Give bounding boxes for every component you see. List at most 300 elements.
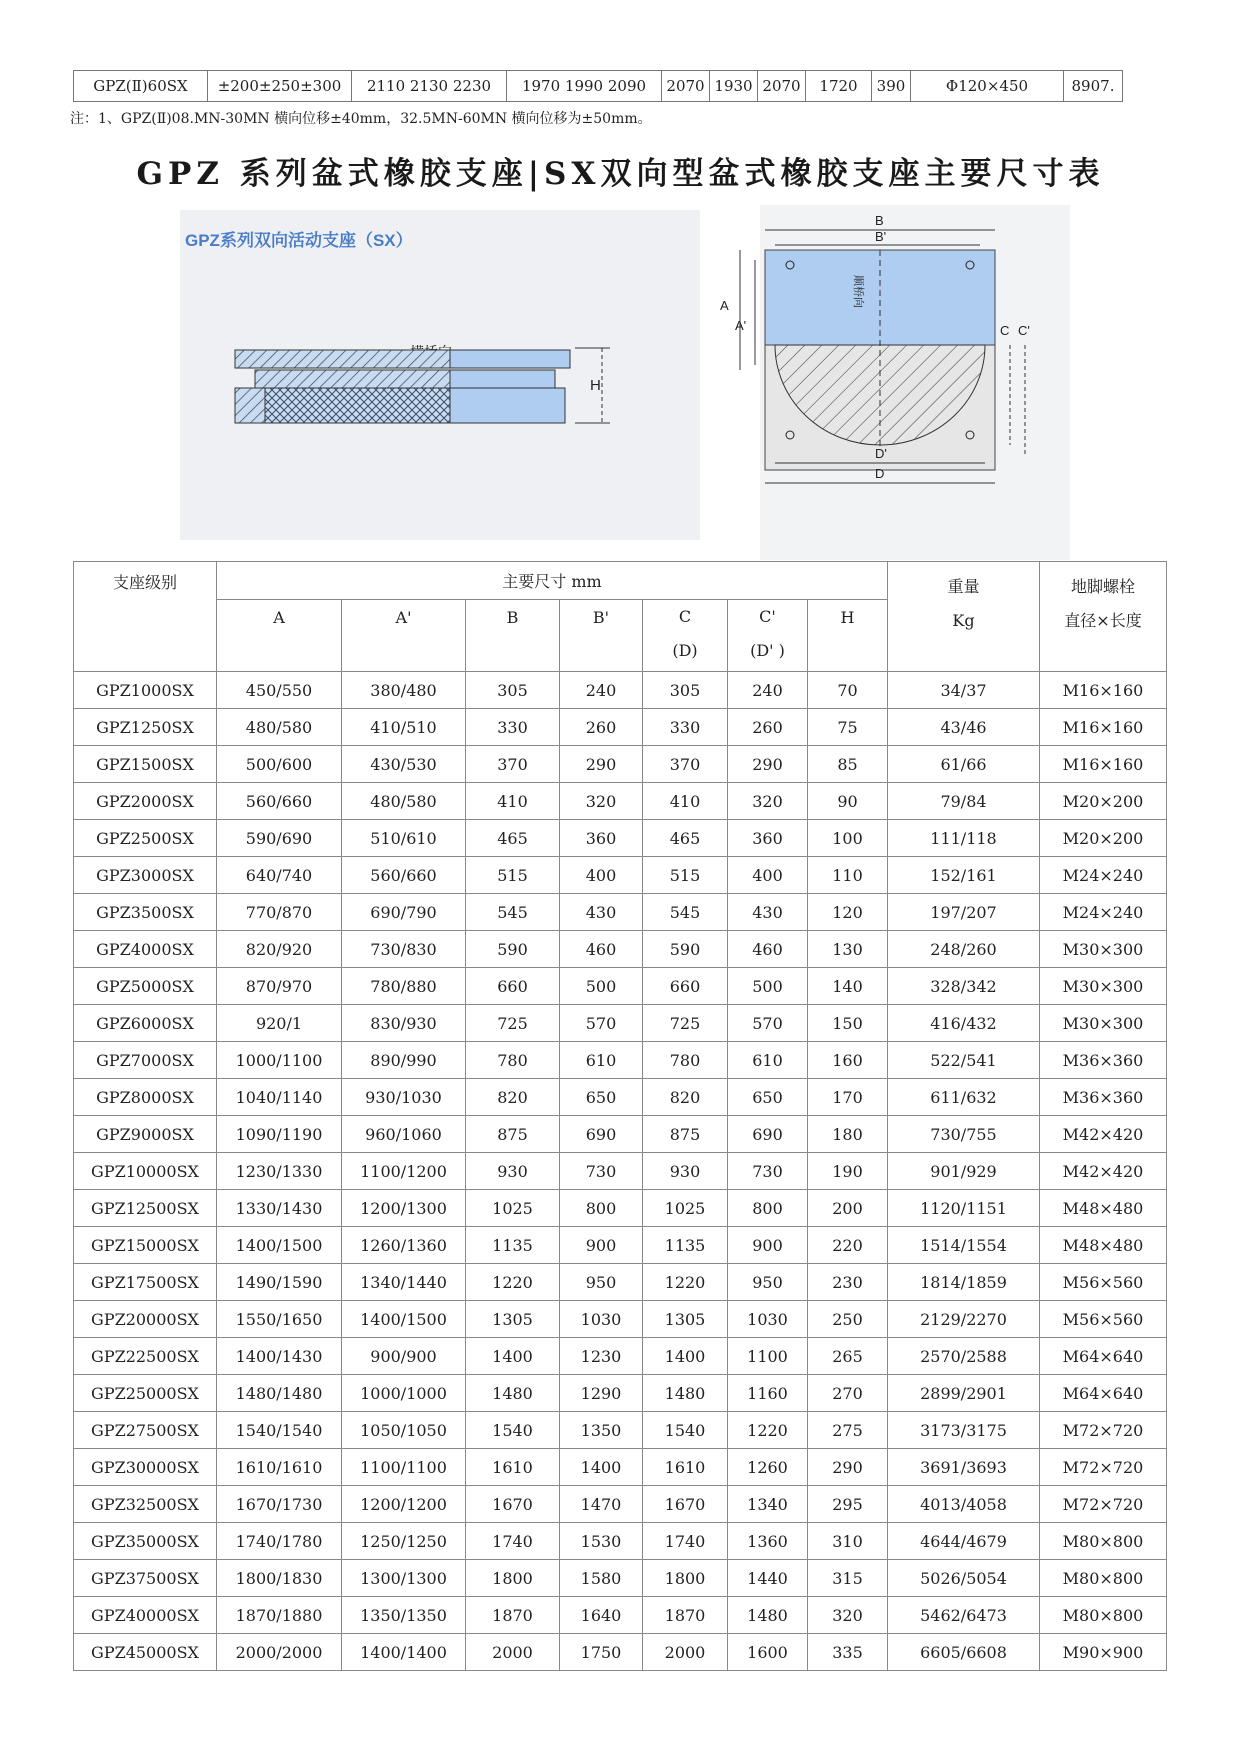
table-cell: 515 [466,857,560,894]
table-row [74,709,1167,746]
table-cell: 800 [728,1190,808,1227]
table-cell: 1400 [643,1338,728,1375]
table-cell: 290 [560,746,643,783]
table-cell: 240 [728,672,808,709]
table-cell: 305 [643,672,728,709]
header-h: H [808,600,888,672]
table-row [74,820,1167,857]
table-cell: M30×300 [1040,931,1167,968]
table-row [74,1227,1167,1264]
table-cell: 3691/3693 [888,1449,1040,1486]
table-cell: 1300/1300 [342,1560,466,1597]
side-elevation-figure [180,210,700,540]
table-cell: 430/530 [342,746,466,783]
table-cell: 200 [808,1190,888,1227]
table-cell: 890/990 [342,1042,466,1079]
table-cell: M80×800 [1040,1597,1167,1634]
table-cell: 950 [560,1264,643,1301]
table-cell: 1480 [643,1375,728,1412]
table-cell: 1000/1000 [342,1375,466,1412]
top-plate-hatched [235,350,450,368]
table-cell: 1025 [643,1190,728,1227]
table-cell: 250 [808,1301,888,1338]
header-weight-label: 重量 [947,577,980,596]
table-cell: 2129/2270 [888,1301,1040,1338]
table-cell: 330 [466,709,560,746]
table-row [74,1338,1167,1375]
table-cell: 1200/1200 [342,1486,466,1523]
table-cell: 480/580 [217,709,342,746]
table-cell: 4644/4679 [888,1523,1040,1560]
table-cell: 690 [560,1116,643,1153]
table-cell: 1640 [560,1597,643,1634]
table-cell: GPZ22500SX [74,1338,217,1375]
table-cell: 500 [728,968,808,1005]
table-cell: M80×800 [1040,1560,1167,1597]
table-cell: 1740 [643,1523,728,1560]
table-cell: M72×720 [1040,1412,1167,1449]
table-cell: 875 [466,1116,560,1153]
table-cell: M36×360 [1040,1079,1167,1116]
table-cell: 85 [808,746,888,783]
table-cell: 650 [728,1079,808,1116]
table-cell: GPZ5000SX [74,968,217,1005]
table-cell: 560/660 [342,857,466,894]
table-cell: 1550/1650 [217,1301,342,1338]
table-cell: M80×800 [1040,1523,1167,1560]
table-cell: 2899/2901 [888,1375,1040,1412]
table-cell: 830/930 [342,1005,466,1042]
table-cell: 170 [808,1079,888,1116]
table-cell: GPZ27500SX [74,1412,217,1449]
table-cell: 690 [728,1116,808,1153]
table-cell: 770/870 [217,894,342,931]
table-cell: 870/970 [217,968,342,1005]
table-cell: 2110 2130 2230 [352,71,507,102]
table-cell: 111/118 [888,820,1040,857]
table-cell: 1400/1430 [217,1338,342,1375]
table-cell: 725 [643,1005,728,1042]
table-header-row [74,562,1167,600]
table-cell: 335 [808,1634,888,1671]
table-cell: 780/880 [342,968,466,1005]
table-cell: 34/37 [888,672,1040,709]
table-cell: 2000 [643,1634,728,1671]
table-cell: 465 [466,820,560,857]
table-cell: GPZ(Ⅱ)60SX [74,71,208,102]
table-cell: 1750 [560,1634,643,1671]
table-cell: 660 [643,968,728,1005]
table-cell: 4013/4058 [888,1486,1040,1523]
table-cell: 120 [808,894,888,931]
table-cell: 500/600 [217,746,342,783]
header-weight [888,562,1040,672]
table-cell: 410/510 [342,709,466,746]
table-cell: 545 [643,894,728,931]
table-cell: 1870/1880 [217,1597,342,1634]
table-cell: M64×640 [1040,1375,1167,1412]
table-cell: 900/900 [342,1338,466,1375]
table-cell: 460 [728,931,808,968]
table-cell: GPZ2000SX [74,783,217,820]
header-weight-unit: Kg [952,611,975,630]
table-cell: 570 [560,1005,643,1042]
table-cell: 360 [728,820,808,857]
table-cell: 1340/1440 [342,1264,466,1301]
table-cell: 1870 [466,1597,560,1634]
dim-label-b1: B' [875,229,887,244]
table-cell: 1720 [806,71,872,102]
table-cell: 410 [466,783,560,820]
table-cell: 1480 [728,1597,808,1634]
table-cell: GPZ20000SX [74,1301,217,1338]
table-cell: M72×720 [1040,1449,1167,1486]
table-cell: 240 [560,672,643,709]
header-c [643,600,728,672]
header-bolt-sub: 直径×长度 [1064,611,1142,630]
table-cell: GPZ2500SX [74,820,217,857]
table-cell: 900 [728,1227,808,1264]
table-cell: M42×420 [1040,1153,1167,1190]
table-row [74,857,1167,894]
table-cell: 1350/1350 [342,1597,466,1634]
table-row [74,1301,1167,1338]
table-cell: 130 [808,931,888,968]
table-cell: 6605/6608 [888,1634,1040,1671]
table-cell: M48×480 [1040,1190,1167,1227]
table-cell: 305 [466,672,560,709]
table-cell: 315 [808,1560,888,1597]
table-cell: 1400/1500 [217,1227,342,1264]
table-cell: 330 [643,709,728,746]
rubber-block [265,388,450,423]
table-cell: M24×240 [1040,857,1167,894]
table-cell: 1120/1151 [888,1190,1040,1227]
table-cell: GPZ1250SX [74,709,217,746]
table-cell: 730 [728,1153,808,1190]
table-cell: Φ120×450 [911,71,1064,102]
table-cell: M20×200 [1040,783,1167,820]
table-cell: 1514/1554 [888,1227,1040,1264]
table-cell: 180 [808,1116,888,1153]
table-cell: 930 [643,1153,728,1190]
table-cell: 43/46 [888,709,1040,746]
table-cell: 1040/1140 [217,1079,342,1116]
header-c-label: C [678,607,692,626]
table-cell: M56×560 [1040,1301,1167,1338]
table-cell: 1030 [560,1301,643,1338]
table-row [74,968,1167,1005]
table-row [74,1079,1167,1116]
header-b: B [466,600,560,672]
table-cell: GPZ37500SX [74,1560,217,1597]
table-cell: M90×900 [1040,1634,1167,1671]
table-cell: 820 [466,1079,560,1116]
table-cell: 570 [728,1005,808,1042]
table-cell: 400 [728,857,808,894]
table-cell: 380/480 [342,672,466,709]
table-cell: 140 [808,968,888,1005]
table-cell: 1740/1780 [217,1523,342,1560]
table-row [74,746,1167,783]
pot-body [450,388,565,423]
table-cell: 920/1 [217,1005,342,1042]
table-cell: 275 [808,1412,888,1449]
table-cell: GPZ12500SX [74,1190,217,1227]
table-cell: 875 [643,1116,728,1153]
table-cell: GPZ7000SX [74,1042,217,1079]
table-cell: 416/432 [888,1005,1040,1042]
table-row [74,1042,1167,1079]
table-cell: 1480/1480 [217,1375,342,1412]
table-cell: 230 [808,1264,888,1301]
table-cell: 660 [466,968,560,1005]
pot-wall [235,388,265,423]
table-cell: 1740 [466,1523,560,1560]
table-row [74,1264,1167,1301]
table-cell: 725 [466,1005,560,1042]
table-cell: 320 [560,783,643,820]
table-cell: 1610/1610 [217,1449,342,1486]
table-cell: 1400/1400 [342,1634,466,1671]
table-cell: 1814/1859 [888,1264,1040,1301]
table-cell: GPZ32500SX [74,1486,217,1523]
header-c1 [728,600,808,672]
table-cell: 150 [808,1005,888,1042]
table-cell: 430 [560,894,643,931]
table-row [74,1523,1167,1560]
table-cell: 400 [560,857,643,894]
table-cell: 79/84 [888,783,1040,820]
table-row [74,1190,1167,1227]
header-c1-sub: (D' ) [750,641,785,660]
top-spec-table [73,70,1123,102]
table-cell: M16×160 [1040,746,1167,783]
table-cell: 2000/2000 [217,1634,342,1671]
table-cell: 480/580 [342,783,466,820]
table-cell: 1400 [560,1449,643,1486]
table-cell: 1670 [643,1486,728,1523]
table-cell: 1530 [560,1523,643,1560]
table-cell: GPZ1000SX [74,672,217,709]
table-cell: 5026/5054 [888,1560,1040,1597]
table-cell: 270 [808,1375,888,1412]
table-cell: 1290 [560,1375,643,1412]
table-cell: 450/550 [217,672,342,709]
table-cell: GPZ10000SX [74,1153,217,1190]
table-row [74,931,1167,968]
table-cell: 1800 [643,1560,728,1597]
table-cell: GPZ4000SX [74,931,217,968]
table-cell: GPZ1500SX [74,746,217,783]
table-cell: 197/207 [888,894,1040,931]
table-cell: 1305 [466,1301,560,1338]
table-row [74,1634,1167,1671]
table-cell: M30×300 [1040,968,1167,1005]
table-cell: 950 [728,1264,808,1301]
table-cell: 1610 [643,1449,728,1486]
dim-label-c: C [1000,323,1010,338]
table-cell: 640/740 [217,857,342,894]
table-cell: 152/161 [888,857,1040,894]
table-cell: M24×240 [1040,894,1167,931]
table-cell: 590/690 [217,820,342,857]
middle-plate-hatched [255,370,450,388]
top-plate [450,350,570,368]
table-cell: 265 [808,1338,888,1375]
table-cell: 730/755 [888,1116,1040,1153]
table-cell: GPZ3000SX [74,857,217,894]
table-cell: 190 [808,1153,888,1190]
table-cell: 410 [643,783,728,820]
table-cell: 295 [808,1486,888,1523]
table-row [74,1153,1167,1190]
table-cell: 820 [643,1079,728,1116]
table-cell: 1220 [466,1264,560,1301]
table-cell: 1670/1730 [217,1486,342,1523]
table-cell: M36×360 [1040,1042,1167,1079]
table-row [74,71,1123,102]
table-row [74,1449,1167,1486]
table-cell: 901/929 [888,1153,1040,1190]
table-cell: 2070 [758,71,806,102]
table-cell: M48×480 [1040,1227,1167,1264]
table-cell: 510/610 [342,820,466,857]
table-cell: 610 [560,1042,643,1079]
table-cell: 560/660 [217,783,342,820]
dim-label-b: B [875,213,884,228]
table-cell: 1470 [560,1486,643,1523]
table-cell: GPZ8000SX [74,1079,217,1116]
table-cell: GPZ35000SX [74,1523,217,1560]
table-cell: 290 [728,746,808,783]
table-cell: M42×420 [1040,1116,1167,1153]
table-cell: 545 [466,894,560,931]
table-cell: 3173/3175 [888,1412,1040,1449]
table-cell: 370 [643,746,728,783]
table-cell: 90 [808,783,888,820]
table-row [74,672,1167,709]
table-cell: 1100 [728,1338,808,1375]
table-cell: 370 [466,746,560,783]
table-cell: 820/920 [217,931,342,968]
table-cell: M16×160 [1040,672,1167,709]
table-cell: 590 [643,931,728,968]
table-cell: 1540/1540 [217,1412,342,1449]
table-cell: 2070 [662,71,710,102]
dimension-table [73,561,1167,1671]
table-cell: M56×560 [1040,1264,1167,1301]
header-dims: 主要尺寸 mm [217,562,888,600]
table-cell: 1000/1100 [217,1042,342,1079]
table-cell: 1305 [643,1301,728,1338]
table-cell: 1220 [728,1412,808,1449]
table-row [74,1560,1167,1597]
table-cell: M20×200 [1040,820,1167,857]
table-row [74,1375,1167,1412]
table-cell: GPZ45000SX [74,1634,217,1671]
dim-label-d1: D' [875,446,887,461]
table-cell: M30×300 [1040,1005,1167,1042]
table-body [74,672,1167,1671]
table-cell: 650 [560,1079,643,1116]
table-row [74,1116,1167,1153]
table-cell: 260 [728,709,808,746]
table-cell: 1610 [466,1449,560,1486]
middle-plate [450,370,555,388]
table-cell: 1135 [466,1227,560,1264]
table-cell: 110 [808,857,888,894]
table-cell: 1100/1100 [342,1449,466,1486]
table-row [74,1486,1167,1523]
table-cell: 1160 [728,1375,808,1412]
table-cell: 1230/1330 [217,1153,342,1190]
header-c-sub: (D) [672,641,698,660]
table-cell: 1025 [466,1190,560,1227]
table-cell: 2000 [466,1634,560,1671]
table-cell: 930 [466,1153,560,1190]
table-cell: 1800 [466,1560,560,1597]
header-c1-label: C' [759,607,776,626]
table-cell: GPZ30000SX [74,1449,217,1486]
table-cell: 1250/1250 [342,1523,466,1560]
table-cell: GPZ9000SX [74,1116,217,1153]
table-cell: GPZ25000SX [74,1375,217,1412]
table-cell: GPZ3500SX [74,894,217,931]
table-cell: ±200±250±300 [208,71,352,102]
dim-label-c1: C' [1018,323,1030,338]
table-cell: 522/541 [888,1042,1040,1079]
table-row [74,1412,1167,1449]
table-cell: 1200/1300 [342,1190,466,1227]
table-cell: 730/830 [342,931,466,968]
table-cell: 328/342 [888,968,1040,1005]
table-row [74,783,1167,820]
table-cell: 1360 [728,1523,808,1560]
header-b1: B' [560,600,643,672]
table-cell: GPZ6000SX [74,1005,217,1042]
table-cell: M64×640 [1040,1338,1167,1375]
table-cell: 800 [560,1190,643,1227]
table-cell: 730 [560,1153,643,1190]
table-cell: 460 [560,931,643,968]
table-cell: 1490/1590 [217,1264,342,1301]
table-row [74,894,1167,931]
table-cell: 1100/1200 [342,1153,466,1190]
table-cell: 1050/1050 [342,1412,466,1449]
table-cell: 1480 [466,1375,560,1412]
table-cell: 1330/1430 [217,1190,342,1227]
table-cell: 515 [643,857,728,894]
header-bolt-label: 地脚螺栓 [1070,577,1135,596]
table-cell: 1090/1190 [217,1116,342,1153]
table-cell: 1030 [728,1301,808,1338]
dim-label-a1: A' [735,318,747,333]
table-cell: 1260/1360 [342,1227,466,1264]
table-cell: 1400/1500 [342,1301,466,1338]
table-cell: 590 [466,931,560,968]
table-cell: 2570/2588 [888,1338,1040,1375]
table-cell: 390 [872,71,911,102]
page-title: GPZ 系列盆式橡胶支座|SX双向型盆式橡胶支座主要尺寸表 [136,156,1105,192]
table-cell: 900 [560,1227,643,1264]
header-grade: 支座级别 [74,562,217,672]
table-cell: 310 [808,1523,888,1560]
header-a1: A' [342,600,466,672]
table-cell: 1260 [728,1449,808,1486]
table-cell: 248/260 [888,931,1040,968]
table-cell: 75 [808,709,888,746]
